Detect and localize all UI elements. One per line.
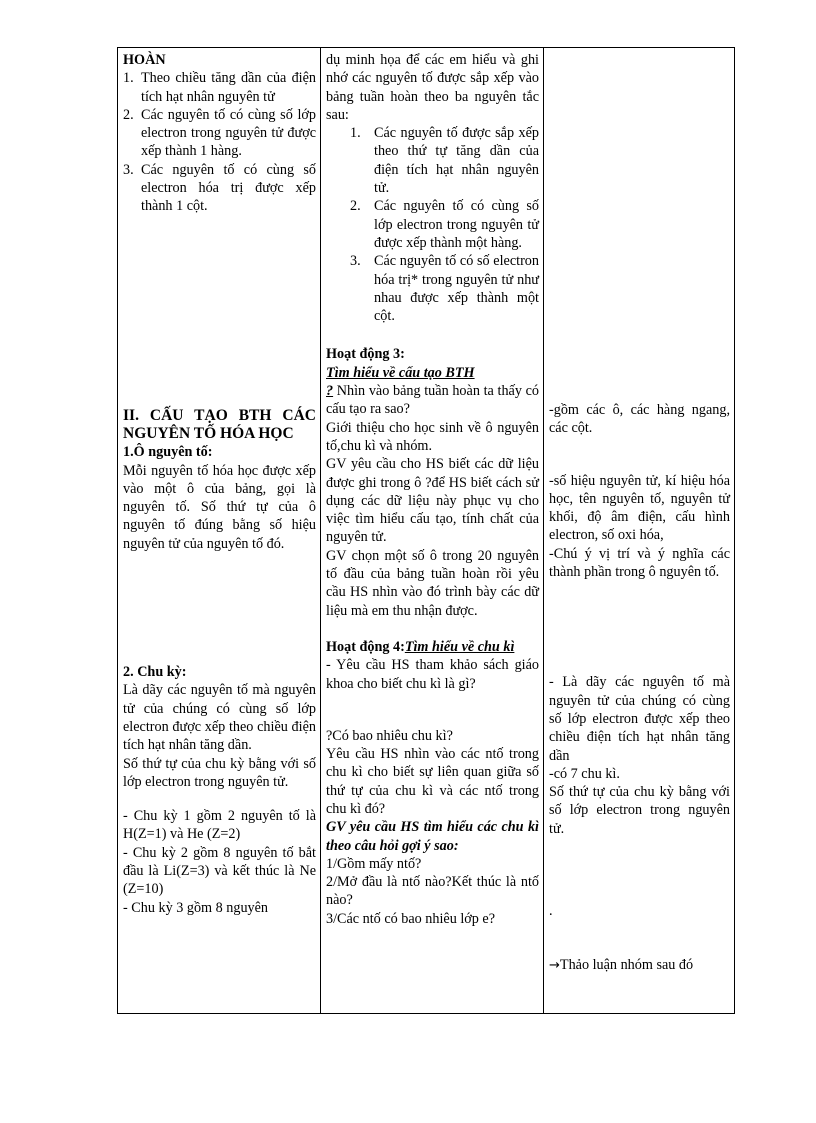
- activity-title: Hoạt động 3:: [326, 346, 405, 363]
- paragraph: ?Có bao nhiêu chu kì?: [326, 727, 453, 744]
- paragraph: →Thảo luận nhóm sau đó: [549, 957, 694, 974]
- paragraph: - Chu kỳ 3 gồm 8 nguyên: [123, 899, 269, 916]
- arrow-right-icon: →: [549, 958, 560, 974]
- paragraph: - Yêu cầu HS tham khảo sách giáo khoa cho biết chu kì là gì?: [326, 657, 540, 692]
- paragraph: Là dãy các nguyên tố mà nguyên tử của chúng có cùng số lớp electron được xếp theo chiều điện tích hạt nhân tăng dần.: [123, 682, 316, 754]
- paragraph: Số thứ tự của chu kỳ bằng với số lớp electron trong nguyên tử.: [123, 755, 316, 790]
- paragraph: GV yêu cầu cho HS biết các dữ liệu được ghi trong ô ?để HS biết cách sử dụng các dữ liệu này phục vụ cho việc tìm hiểu cấu tạo, tính chất của nguyên tử.: [326, 456, 539, 546]
- list-item: 1. Các nguyên tố được sắp xếp theo thứ tự tăng dần của điện tích hạt nhân nguyên tử.: [350, 125, 539, 197]
- paragraph: dụ minh họa để các em hiểu và ghi nhớ các nguyên tố được sắp xếp vào bảng tuần hoàn theo ba nguyên tắc sau:: [326, 52, 539, 123]
- activity-heading: Hoạt động 4:Tìm hiểu về chu kì: [326, 638, 515, 655]
- paragraph: Yêu cầu HS nhìn vào các ntố trong chu kì cho biết sự liên quan giữa số thứ tự của chu kì và các ntố trong chu kì đó?: [326, 746, 539, 817]
- list-item: 1. Theo chiều tăng dần của điện tích hạt nhân nguyên tử: [123, 70, 316, 105]
- paragraph: -Chú ý vị trí và ý nghĩa các thành phần trong ô nguyên tố.: [549, 545, 730, 581]
- paragraph: - Chu kỳ 1 gồm 2 nguyên tố là H(Z=1) và He (Z=2): [123, 808, 316, 843]
- column-content: [118, 48, 321, 1014]
- list-item: 2. Các nguyên tố có cùng số lớp electron trong nguyên tử được xếp thành 1 hàng.: [123, 106, 316, 160]
- table-row: [118, 48, 735, 1014]
- paragraph: 1/Gồm mấy ntố?: [326, 855, 422, 872]
- activity-subtitle: Tìm hiểu về cấu tạo BTH: [326, 364, 475, 381]
- subsection-title: 2. Chu kỳ:: [123, 664, 187, 681]
- paragraph: GV yêu cầu HS tìm hiểu các chu kì theo câu hỏi gợi ý sao:: [326, 819, 539, 854]
- column-student: [544, 48, 735, 1014]
- list-item: 3. Các nguyên tố có số electron hóa trị* trong nguyên tử như nhau được xếp thành một cột.: [350, 253, 539, 325]
- paragraph: GV chọn một số ô trong 20 nguyên tố đầu của bảng tuần hoàn rồi yêu cầu HS nhìn vào đó trình bày các dữ liệu mà em thu nhận được.: [326, 547, 539, 619]
- paragraph: -số hiệu nguyên tử, kí hiệu hóa học, tên nguyên tố, nguyên tử khối, độ âm điện, cấu hình electron, số oxi hóa,: [549, 472, 730, 544]
- paragraph: 2/Mở đầu là ntố nào?Kết thúc là ntố nào?: [326, 874, 539, 909]
- paragraph: -gồm các ô, các hàng ngang, các cột.: [549, 402, 730, 437]
- section-title: II. CẤU TẠO BTH CÁC NGUYÊN TỐ HÓA HỌC: [123, 406, 316, 442]
- principles-list: [123, 69, 316, 215]
- lesson-table: [117, 47, 735, 1014]
- paragraph: .: [549, 903, 553, 920]
- paragraph: Số thứ tự của chu kỳ bằng với số lớp electron trong nguyên tử.: [549, 784, 730, 837]
- list-item: 2. Các nguyên tố có cùng số lớp electron trong nguyên tử được xếp thành một hàng.: [350, 198, 539, 251]
- subsection-title: 1.Ô nguyên tố:: [123, 444, 213, 461]
- paragraph: -có 7 chu kì.: [549, 765, 620, 782]
- list-item: 3. Các nguyên tố có cùng số electron hóa trị được xếp thành 1 cột.: [123, 161, 316, 215]
- principles-list: [326, 124, 539, 325]
- paragraph: - Chu kỳ 2 gồm 8 nguyên tố bắt đầu là Li(Z=3) và kết thúc là Ne (Z=10): [123, 844, 316, 898]
- paragraph: 3/Các ntố có bao nhiêu lớp e?: [326, 910, 496, 927]
- paragraph: ? Nhìn vào bảng tuần hoàn ta thấy có cấu tạo ra sao?: [326, 383, 539, 418]
- top-heading: HOÀN: [123, 52, 166, 68]
- paragraph: - Là dãy các nguyên tố mà nguyên tử của chúng có cùng số lớp electron được xếp theo chiều điện tích hạt nhân tăng dần: [549, 674, 730, 764]
- paragraph: Giới thiệu cho học sinh về ô nguyên tố,chu kì và nhóm.: [326, 419, 539, 454]
- paragraph: Mỗi nguyên tố hóa học được xếp vào một ô của bảng, gọi là nguyên tố. Số thứ tự của ô nguyên tố đúng bằng số hiệu nguyên tử của nguyên tố đó.: [123, 462, 316, 552]
- column-teacher: [321, 48, 544, 1014]
